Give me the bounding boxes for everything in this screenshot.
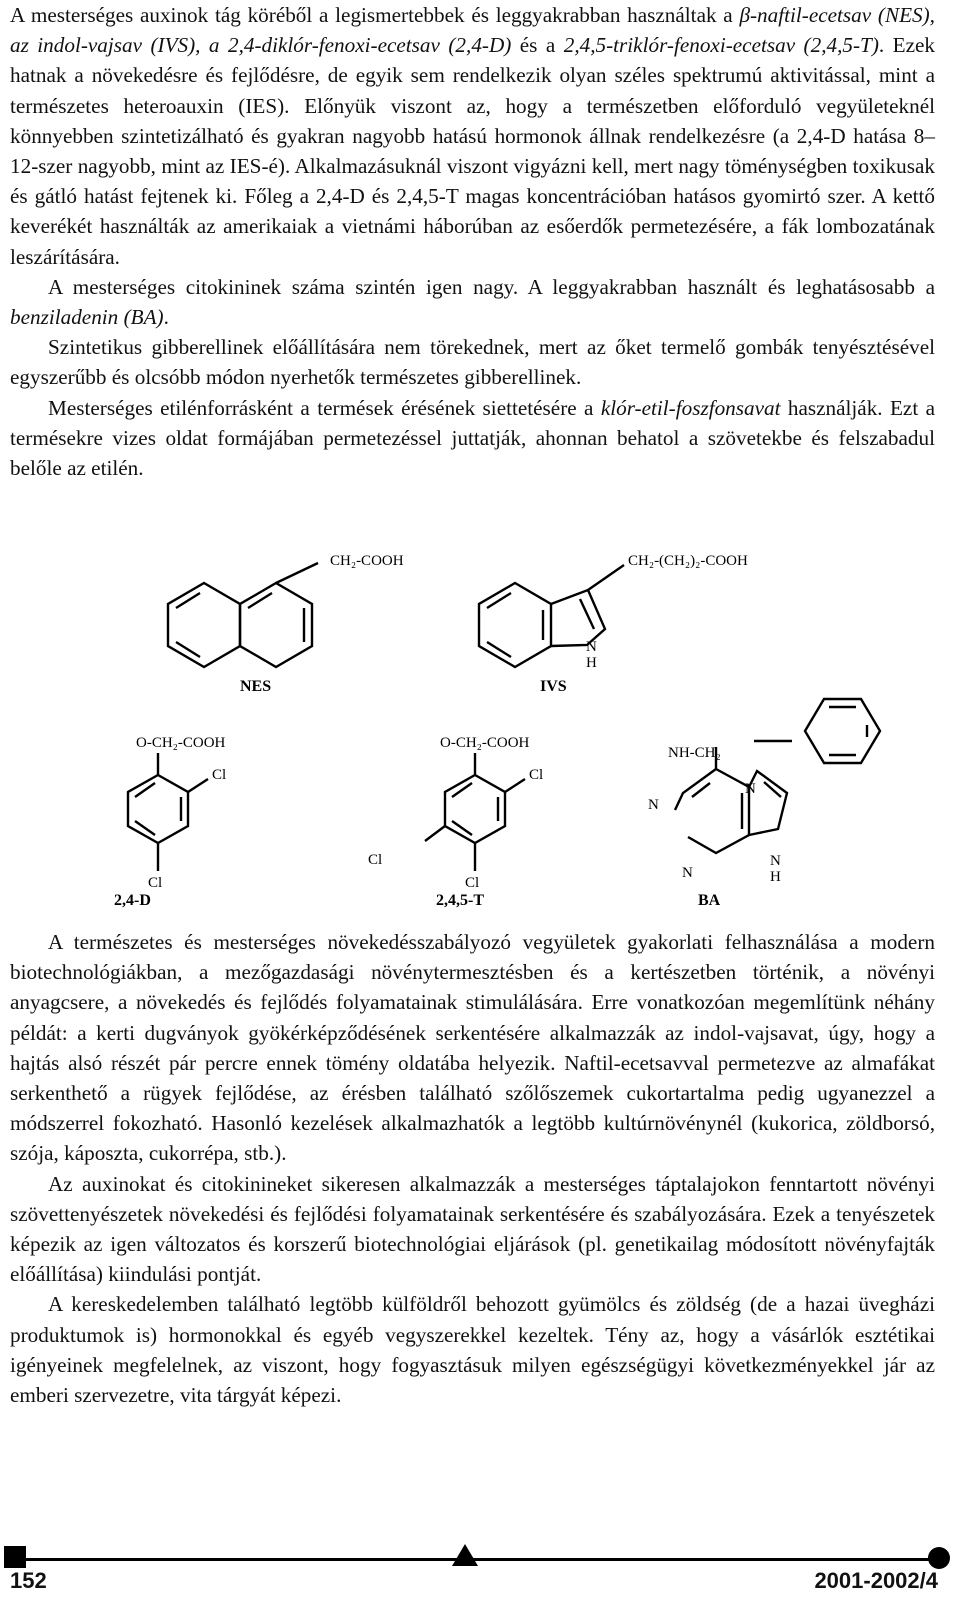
ba-substituent-label: NH-CH₂ [668,745,721,761]
nes-ring-right [240,583,312,667]
page-number: 152 [10,1568,47,1593]
triangle-marker-icon [452,1544,478,1566]
issue-number: 2001-2002/4 [814,1568,938,1593]
top-text-block [10,0,935,483]
text-run: A kereskedelemben található legtöbb külföldről behozott gyümölcs és zöldség (de a hazai üvegházi produktumok is) hormonokkal és egyéb vegyszerekkel kezeltek. Tény az, hogy a vásárlók esztétikai igényeinek megfelelnek, az viszont, hogy fogyasztásuk milyen egészségügyi következményekkel jár az emberi szervezetre, vita tárgyát képezi. [10,1292,935,1408]
t245-label: 2,4,5-T [436,892,484,909]
text-run: használják. Ezt a termésekre vizes oldat formájában permetezéssel juttatják, ahonnan behatol a szövetekbe és felszabadul belőle az etilén. [10,395,935,481]
ivs-benzene-ring [479,583,551,667]
t245-ring [445,775,505,843]
ba-label: BA [698,892,721,909]
text-run: Szintetikus gibberellinek előállítására nem törekednek, mert az őket termelő gombák tenyésztésével egyszerűbb és olcsóbb módon nyerhetők természetes gibberellinek. [10,335,935,390]
paragraph-gibberellins [10,332,935,392]
ba-n3-label: N [682,865,693,881]
d24-cl2-label: Cl [148,875,163,891]
nes-substituent-label: CH₂-COOH [330,553,404,569]
t245-cl3-label: Cl [465,875,480,891]
italic-term: klór-etil-foszfonsavat [600,395,781,420]
paragraph-cytokinins [10,272,935,332]
paragraph-applications [10,927,935,1169]
italic-term: β-naftil-ecetsav (NES), az indol-vajsav (IVS), a 2,4-diklór-fenoxi-ecetsav (2,4-D) [10,3,935,58]
text-run: A természetes és mesterséges növekedésszabályozó vegyületek gyakorlati felhasználása a modern biotechnológiákban, a mezőgazdasági növénytermesztésben és a kertészetben történik, a növényi anyagcsere, a növekedés és fejlődés folyamatainak stimulálására. Erre vonatkozóan megemlítünk néhány példát: a kerti dugványok gyökérképződésének serkentésére alkalmazzák az indol-vajsavat, úgy, hogy a hajtás alsó részét pár percre ennek tömény oldatába helyezik. Naftil-ecetsavval permetezve az almafákat serkenthető a rügyek fejlődése, az érésben található szőlőszemek cukortartalma pedig ugyanezzel a módszerrel fokozható. Hasonló kezelések alkalmazhatók a legtöbb kultúrnövénynél (kukorica, zöldborsó, szója, káposzta, cukorrépa, stb.). [10,930,935,1166]
d24-ring [128,775,188,843]
ba-n1-label: N [648,797,659,813]
nes-substituent-bond [276,563,318,583]
text-run: és a [511,33,564,58]
chemical-structures-figure [0,535,960,930]
nes-label: NES [240,678,272,695]
text-run: . [163,305,169,330]
d24-top-label: O-CH₂-COOH [136,735,226,751]
ivs-label: IVS [540,678,567,695]
text-run: Mesterséges etilénforrásként a termések érésének siettetésére a [48,395,601,420]
text-run: A mesterséges auxinok tág köréből a legismertebbek és leggyakrabban használtak a [10,3,740,27]
text-run: A mesterséges citokininek száma szintén igen nagy. A leggyakrabban használt és leghatásosabb a [48,274,935,299]
t245-cl2-label: Cl [368,852,383,868]
d24-label: 2,4-D [114,892,151,909]
ba-n7-label: N [745,781,756,797]
ivs-pyrrole-ring [551,590,605,646]
ba-h-label: H [770,869,781,885]
ivs-substituent-bond [588,565,624,590]
circle-marker-icon [928,1547,950,1569]
paragraph-commerce [10,1289,935,1410]
bottom-text-block [10,927,935,1410]
square-marker-icon [4,1546,26,1568]
t245-cl1-label: Cl [529,767,544,783]
ba-n9-label: N [770,853,781,869]
paragraph-tissue-culture [10,1169,935,1290]
italic-term: 2,4,5-triklór-fenoxi-ecetsav (2,4,5-T) [563,33,879,58]
ivs-substituent-label: CH₂-(CH₂)₂-COOH [628,553,748,569]
ba-benzene-ring [805,699,880,763]
text-run: Az auxinokat és citokinineket sikeresen alkalmazzák a mesterséges táptalajokon fenntartott növényi szövettenyészetek növekedési és fejlődési folyamatainak serkentésére és szabályozására. Ezek a tenyészetek képezik az igen változatos és korszerű biotechnológiai eljárások (pl. genetikailag módosított növényfajták előállítása) kiindulási pontját. [10,1171,935,1287]
d24-cl1-label: Cl [212,767,227,783]
structures-svg [0,535,960,930]
ivs-h-label: H [586,655,597,671]
italic-term: benziladenin (BA) [10,305,164,330]
ivs-n-label: N [586,639,597,655]
t245-top-label: O-CH₂-COOH [440,735,530,751]
paragraph-auxins [10,0,935,272]
nes-ring-left [168,583,240,667]
page-footer [0,1520,960,1607]
paragraph-ethylene [10,393,935,484]
text-run: . Ezek hatnak a növekedésre és fejlődésre, de egyik sem rendelkezik olyan széles spektrumú aktivitással, mint a természetes heteroauxin (IES). Előnyük viszont az, hogy a természetben előforduló vegyületeknél könnyebben szintetizálható és gyakran nagyobb hatású hormonok állnak rendelkezésre (a 2,4-D hatása 8–12-szer nagyobb, mint az IES-é). Alkalmazásuknál viszont vigyázni kell, mert nagy töménységben toxikusak és gátló hatást fejtenek ki. Főleg a 2,4-D és 2,4,5-T magas koncentrációban hatásos gyomirtó szer. A kettő keverékét használták az amerikaiak a vietnámi háborúban az esőerdők permetezésére, a fák lombozatának leszárítására. [10,33,935,269]
